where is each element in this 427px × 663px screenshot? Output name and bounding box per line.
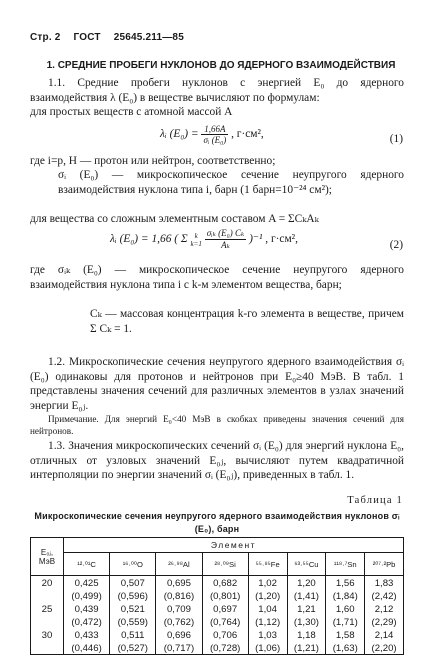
formula-2-denominator: Aₖ xyxy=(221,240,230,250)
table-row xyxy=(31,602,404,615)
value-cell: (0,801) xyxy=(202,589,248,602)
where-definition-1: где i=p, H — протон или нейтрон, соответственно; xyxy=(30,155,276,167)
value-cell: 0,507 xyxy=(110,576,156,590)
column-header: ¹¹⁸·⁷Sn xyxy=(326,553,365,576)
formula-2 xyxy=(110,228,298,251)
formula-1-numerator: 1,66A xyxy=(201,124,228,135)
page-number: Стр. 2 xyxy=(30,32,61,43)
value-cell: (0,764) xyxy=(202,615,248,628)
table-row xyxy=(31,641,404,655)
formula-1-lhs: λᵢ (E₀) = xyxy=(160,128,199,141)
value-cell: (1,41) xyxy=(287,589,326,602)
page-header xyxy=(30,32,194,43)
formula-1 xyxy=(160,124,264,145)
value-cell: 1,20 xyxy=(287,576,326,590)
value-cell: (0,559) xyxy=(110,615,156,628)
value-cell: 1,18 xyxy=(287,628,326,641)
formula-2-number: (2) xyxy=(389,239,403,251)
value-cell: 0,682 xyxy=(202,576,248,590)
value-cell: 0,511 xyxy=(110,628,156,641)
value-cell: (1,21) xyxy=(287,641,326,655)
value-cell: 1,21 xyxy=(287,602,326,615)
value-cell: 0,521 xyxy=(110,602,156,615)
value-cell: (0,816) xyxy=(156,589,202,602)
value-cell: (1,06) xyxy=(248,641,287,655)
value-cell: 1,03 xyxy=(248,628,287,641)
column-header: ²⁸·⁰⁹Si xyxy=(202,553,248,576)
column-header: ²⁰⁷·²Pb xyxy=(365,553,404,576)
formula-1-fraction xyxy=(201,124,228,145)
value-cell: 0,695 xyxy=(156,576,202,590)
formula-2-lhs: λᵢ (E₀) = 1,66 ( Σ xyxy=(110,233,188,246)
standard-label: ГОСТ xyxy=(73,32,101,43)
value-cell: 1,60 xyxy=(326,602,365,615)
energy-cell: 25 xyxy=(31,602,64,615)
value-cell: (1,71) xyxy=(326,615,365,628)
value-cell: 1,04 xyxy=(248,602,287,615)
definition-sigma-ik: где σᵢₖ (E₀) — микроскопическое сечение неупругого ядерного взаимодействия нуклона типа i с k-м элементом вещества, барн; xyxy=(30,264,404,291)
table-caption: Таблица 1 xyxy=(347,495,403,506)
formula-2-fraction xyxy=(205,228,247,251)
formula-2-sum-top: k xyxy=(194,231,198,240)
value-cell: (1,63) xyxy=(326,641,365,655)
column-header: ¹⁶·⁰⁰O xyxy=(110,553,156,576)
table-row xyxy=(31,615,404,628)
value-cell: (2,42) xyxy=(365,589,404,602)
value-cell: (0,717) xyxy=(156,641,202,655)
energy-cell xyxy=(31,641,64,655)
column-header: ⁶³·⁵⁵Cu xyxy=(287,553,326,576)
value-cell: (0,728) xyxy=(202,641,248,655)
table-title: Микроскопические сечения неупругого ядерного взаимодействия нуклонов σᵢ (E₀), барн xyxy=(34,511,400,534)
value-cell: (0,446) xyxy=(64,641,110,655)
value-cell: 0,709 xyxy=(156,602,202,615)
value-cell: 1,02 xyxy=(248,576,287,590)
value-cell: 1,56 xyxy=(326,576,365,590)
column-header: ²⁶·⁹⁸Al xyxy=(156,553,202,576)
value-cell: (1,20) xyxy=(248,589,287,602)
value-cell: (2,20) xyxy=(365,641,404,655)
energy-cell xyxy=(31,615,64,628)
formula-2-numerator: σᵢₖ (E₀) Cₖ xyxy=(206,228,245,238)
value-cell: 0,439 xyxy=(64,602,110,615)
formula-1-number: (1) xyxy=(389,133,403,145)
value-cell: 2,12 xyxy=(365,602,404,615)
paragraph-1-3: 1.3. Значения микроскопических сечений σᵢ (E₀) для энергий нуклона E₀, отличных от узловых значений E₀ⱼ, вычисляют путем квадратичной интерполяции по энергии значений σᵢ (E₀ⱼ), приведенных в табл. 1. xyxy=(30,440,404,481)
value-cell: (0,762) xyxy=(156,615,202,628)
table-row xyxy=(31,589,404,602)
definition-sigma: σᵢ (E₀) — микроскопическое сечение неупругого ядерного взаимодействия нуклона типа i, барн (1 барн=10⁻²⁴ см²); xyxy=(58,169,404,196)
value-cell: (1,12) xyxy=(248,615,287,628)
formula-2-sum-bottom: k=1 xyxy=(190,239,202,248)
value-cell: 0,433 xyxy=(64,628,110,641)
section-title: 1. СРЕДНИЕ ПРОБЕГИ НУКЛОНОВ ДО ЯДЕРНОГО ВЗАИМОДЕЙСТВИЯ xyxy=(46,60,396,71)
note: Примечание. Для энергий E₀<40 МэВ в скобках приведены значения сечений для нейтронов. xyxy=(30,414,404,436)
paragraph-compound: для вещества со сложным элементным составом A = ΣCₖAₖ xyxy=(30,213,319,225)
value-cell: (2,29) xyxy=(365,615,404,628)
value-cell: (1,84) xyxy=(326,589,365,602)
energy-cell: 20 xyxy=(31,576,64,590)
value-cell: (1,30) xyxy=(287,615,326,628)
column-header: ¹²·⁰¹C xyxy=(64,553,110,576)
formula-2-sum-limits xyxy=(191,232,202,248)
energy-cell: 30 xyxy=(31,628,64,641)
standard-number: 25645.211—85 xyxy=(113,32,184,43)
value-cell: 0,697 xyxy=(202,602,248,615)
value-cell: (0,472) xyxy=(64,615,110,628)
formula-2-tail: )⁻¹ xyxy=(249,233,263,246)
formula-1-denominator: σᵢ (E₀) xyxy=(203,135,227,145)
value-cell: 0,706 xyxy=(202,628,248,641)
definition-ck: Cₖ — массовая концентрация k-го элемента в веществе, причем Σ Cₖ = 1. xyxy=(90,308,404,335)
column-header: ⁵⁵·⁸⁵Fe xyxy=(248,553,287,576)
formula-2-unit: , г·см², xyxy=(265,233,298,246)
cross-section-table xyxy=(30,537,404,655)
element-header: Элемент xyxy=(64,538,404,553)
value-cell: (0,527) xyxy=(110,641,156,655)
energy-cell xyxy=(31,589,64,602)
paragraph-simple-substances: для простых веществ с атомной массой A xyxy=(30,106,233,118)
formula-1-unit: , г·см², xyxy=(231,128,264,141)
value-cell: 0,696 xyxy=(156,628,202,641)
value-cell: (0,596) xyxy=(110,589,156,602)
paragraph-1-2: 1.2. Микроскопические сечения неупругого ядерного взаимодействия σᵢ (E₀) одинаковы для протонов и нейтронов при E₀≥40 МэВ. В табл. 1 представлены значения сечений для различных элементов в узлах значений энергии E₀ⱼ. xyxy=(30,356,404,412)
table-row xyxy=(31,628,404,641)
value-cell: 1,58 xyxy=(326,628,365,641)
table-row xyxy=(31,576,404,590)
paragraph-1-1: 1.1. Средние пробеги нуклонов с энергией E₀ до ядерного взаимодействия λ (E₀) в веществе вычисляют по формулам: xyxy=(30,77,404,104)
value-cell: 2,14 xyxy=(365,628,404,641)
energy-header: E₀ⱼ, МэВ xyxy=(31,538,64,576)
value-cell: 0,425 xyxy=(64,576,110,590)
value-cell: 1,83 xyxy=(365,576,404,590)
value-cell: (0,499) xyxy=(64,589,110,602)
